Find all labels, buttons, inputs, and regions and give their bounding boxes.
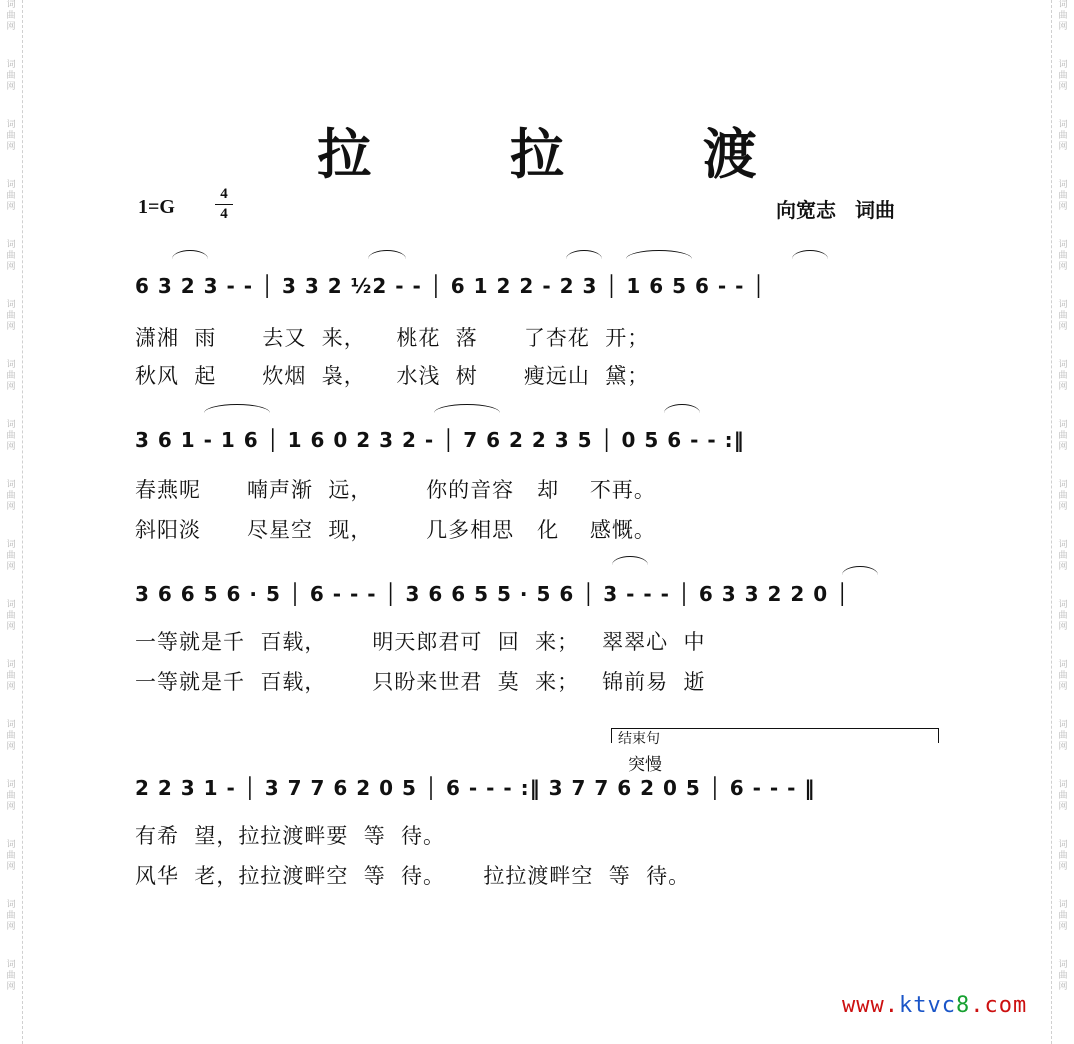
watermark-char: 词 xyxy=(6,60,16,70)
watermark-char: 曲 xyxy=(6,731,16,741)
watermark-char: 曲 xyxy=(6,11,16,21)
ending-bracket xyxy=(611,728,939,743)
watermark-char: 网 xyxy=(1058,982,1068,992)
watermark-char: 词 xyxy=(1058,120,1068,130)
watermark-char: 曲 xyxy=(6,971,16,981)
watermark-char: 词 xyxy=(1058,600,1068,610)
site-suffix: .com xyxy=(970,993,1028,1018)
notation-row-4: 2 2 3 1 - │ 3 7 7 6 2 0 5 │ 6 - - - :‖ 3 7 7 6 2 0 5 │ 6 - - - ‖ xyxy=(135,776,816,800)
watermark-char: 词 xyxy=(1058,480,1068,490)
watermark-char: 词 xyxy=(6,180,16,190)
watermark-char: 网 xyxy=(1058,382,1068,392)
watermark-char: 词 xyxy=(6,240,16,250)
watermark-char: 网 xyxy=(6,742,16,752)
watermark-char: 网 xyxy=(1058,742,1068,752)
watermark-char: 网 xyxy=(6,502,16,512)
watermark-char: 曲 xyxy=(1058,851,1068,861)
lyric-row-1-verse-1: 潇湘 雨 去又 来， 桃花 落 了杏花 开； xyxy=(135,326,650,350)
watermark-char: 词 xyxy=(6,0,16,10)
watermark-char: 曲 xyxy=(1058,71,1068,81)
watermark-char: 网 xyxy=(1058,442,1068,452)
watermark-char: 网 xyxy=(6,382,16,392)
watermark-char: 曲 xyxy=(6,671,16,681)
watermark-char: 曲 xyxy=(1058,791,1068,801)
watermark-char: 曲 xyxy=(1058,671,1068,681)
lyric-row-4-verse-2: 风华 老，拉拉渡畔空 等 待。 拉拉渡畔空 等 待。 xyxy=(135,864,691,888)
watermark-char: 词 xyxy=(6,720,16,730)
watermark-char: 词 xyxy=(6,660,16,670)
watermark-char: 词 xyxy=(1058,780,1068,790)
watermark-char: 词 xyxy=(1058,240,1068,250)
slur xyxy=(612,556,648,565)
site-eight: 8 xyxy=(955,993,971,1018)
watermark-char: 网 xyxy=(1058,202,1068,212)
time-signature xyxy=(215,186,233,223)
watermark-char: 曲 xyxy=(1058,911,1068,921)
watermark-char: 词 xyxy=(1058,60,1068,70)
watermark-char: 曲 xyxy=(1058,971,1068,981)
tempo-mark: 突慢 xyxy=(628,755,662,775)
watermark-char: 网 xyxy=(6,922,16,932)
slur xyxy=(842,566,878,575)
watermark-char: 曲 xyxy=(6,551,16,561)
watermark-char: 词 xyxy=(6,780,16,790)
watermark-char: 网 xyxy=(1058,922,1068,932)
watermark-char: 曲 xyxy=(1058,311,1068,321)
watermark-char: 曲 xyxy=(1058,551,1068,561)
watermark-char: 曲 xyxy=(6,191,16,201)
site-ktv: ktvc xyxy=(898,993,956,1018)
lyric-row-2-verse-1: 春燕呢 喃声渐 远， 你的音容 却 不再。 xyxy=(135,478,656,502)
watermark-char: 词 xyxy=(6,840,16,850)
watermark-char: 网 xyxy=(1058,562,1068,572)
watermark-char: 网 xyxy=(6,202,16,212)
watermark-char: 网 xyxy=(6,982,16,992)
watermark-char: 词 xyxy=(6,420,16,430)
key-signature: 1=G xyxy=(138,196,175,218)
slur xyxy=(172,250,208,259)
slur xyxy=(664,404,700,413)
watermark-char: 网 xyxy=(6,862,16,872)
watermark-char: 曲 xyxy=(1058,131,1068,141)
notation-row-2: 3 6 1 - 1 6 │ 1 6 0 2 3 2 - │ 7 6 2 2 3 5 │ 0 5 6 - - :‖ xyxy=(135,428,745,452)
slur xyxy=(566,250,602,259)
watermark-char: 曲 xyxy=(1058,251,1068,261)
watermark-char: 曲 xyxy=(1058,731,1068,741)
time-signature-top: 4 xyxy=(220,186,228,202)
slur xyxy=(204,404,270,413)
lyric-row-4-verse-1: 有希 望，拉拉渡畔要 等 待。 xyxy=(135,824,446,848)
watermark-char: 曲 xyxy=(1058,431,1068,441)
site-prefix: www. xyxy=(842,993,899,1018)
watermark-char: 网 xyxy=(6,442,16,452)
watermark-char: 网 xyxy=(6,682,16,692)
slur xyxy=(368,250,406,259)
watermark-char: 网 xyxy=(1058,802,1068,812)
watermark-char: 网 xyxy=(1058,142,1068,152)
watermark-char: 词 xyxy=(1058,300,1068,310)
watermark-char: 曲 xyxy=(1058,191,1068,201)
watermark-char: 词 xyxy=(1058,960,1068,970)
watermark-char: 词 xyxy=(6,540,16,550)
notation-row-3: 3 6 6 5 6 · 5 │ 6 - - - │ 3 6 6 5 5 · 5 6 │ 3 - - - │ 6 3 3 2 2 0 │ xyxy=(135,582,850,606)
watermark-char: 曲 xyxy=(6,611,16,621)
watermark-char: 网 xyxy=(6,622,16,632)
watermark-char: 网 xyxy=(1058,82,1068,92)
watermark-char: 曲 xyxy=(6,251,16,261)
watermark-char: 词 xyxy=(1058,540,1068,550)
watermark-char: 网 xyxy=(1058,322,1068,332)
watermark-char: 网 xyxy=(6,262,16,272)
watermark-char: 网 xyxy=(1058,22,1068,32)
watermark-char: 网 xyxy=(1058,502,1068,512)
watermark-char: 词 xyxy=(1058,180,1068,190)
watermark-char: 网 xyxy=(1058,622,1068,632)
watermark-char: 曲 xyxy=(6,851,16,861)
watermark-char: 曲 xyxy=(6,311,16,321)
watermark-char: 词 xyxy=(1058,840,1068,850)
site-watermark xyxy=(842,993,1027,1018)
watermark-char: 词 xyxy=(6,900,16,910)
ending-label: 结束句 xyxy=(618,731,660,747)
watermark-char: 词 xyxy=(1058,660,1068,670)
watermark-char: 词 xyxy=(1058,420,1068,430)
watermark-char: 网 xyxy=(6,142,16,152)
watermark-char: 曲 xyxy=(6,131,16,141)
watermark-char: 词 xyxy=(6,480,16,490)
watermark-char: 网 xyxy=(1058,862,1068,872)
lyric-row-3-verse-1: 一等就是千 百载， 明天郎君可 回 来； 翠翠心 中 xyxy=(135,630,706,654)
watermark-char: 词 xyxy=(6,600,16,610)
watermark-char: 曲 xyxy=(6,911,16,921)
watermark-char: 词 xyxy=(6,360,16,370)
watermark-char: 词 xyxy=(1058,0,1068,10)
watermark-char: 曲 xyxy=(6,791,16,801)
watermark-char: 网 xyxy=(6,22,16,32)
watermark-char: 词 xyxy=(1058,360,1068,370)
slur xyxy=(792,250,828,259)
watermark-char: 网 xyxy=(6,82,16,92)
notation-row-1: 6 3 2 3 - - │ 3 3 2 ½2 - - │ 6 1 2 2 - 2 3 │ 1 6 5 6 - - │ xyxy=(135,274,766,298)
time-signature-divider xyxy=(215,204,233,205)
watermark-char: 曲 xyxy=(1058,11,1068,21)
lyric-row-3-verse-2: 一等就是千 百载， 只盼来世君 莫 来； 锦前易 逝 xyxy=(135,670,706,694)
watermark-char: 网 xyxy=(1058,262,1068,272)
author-credit: 向宽志 词曲 xyxy=(776,198,895,222)
watermark-char: 网 xyxy=(1058,682,1068,692)
time-signature-bottom: 4 xyxy=(220,206,228,222)
lyric-row-1-verse-2: 秋风 起 炊烟 袅， 水浅 树 瘦远山 黛； xyxy=(135,364,650,388)
watermark-char: 词 xyxy=(1058,900,1068,910)
watermark-char: 曲 xyxy=(6,491,16,501)
watermark-char: 曲 xyxy=(6,71,16,81)
watermark-char: 曲 xyxy=(1058,371,1068,381)
watermark-char: 词 xyxy=(6,120,16,130)
watermark-char: 曲 xyxy=(6,371,16,381)
watermark-char: 网 xyxy=(6,802,16,812)
watermark-char: 网 xyxy=(6,562,16,572)
watermark-char: 曲 xyxy=(1058,491,1068,501)
slur xyxy=(626,250,692,259)
watermark-char: 网 xyxy=(6,322,16,332)
watermark-char: 词 xyxy=(6,300,16,310)
slur xyxy=(434,404,500,413)
song-title: 拉 拉 渡 xyxy=(317,122,817,186)
watermark-char: 词 xyxy=(1058,720,1068,730)
lyric-row-2-verse-2: 斜阳淡 尽星空 现， 几多相思 化 感慨。 xyxy=(135,518,656,542)
watermark-char: 曲 xyxy=(1058,611,1068,621)
watermark-char: 词 xyxy=(6,960,16,970)
watermark-char: 曲 xyxy=(6,431,16,441)
